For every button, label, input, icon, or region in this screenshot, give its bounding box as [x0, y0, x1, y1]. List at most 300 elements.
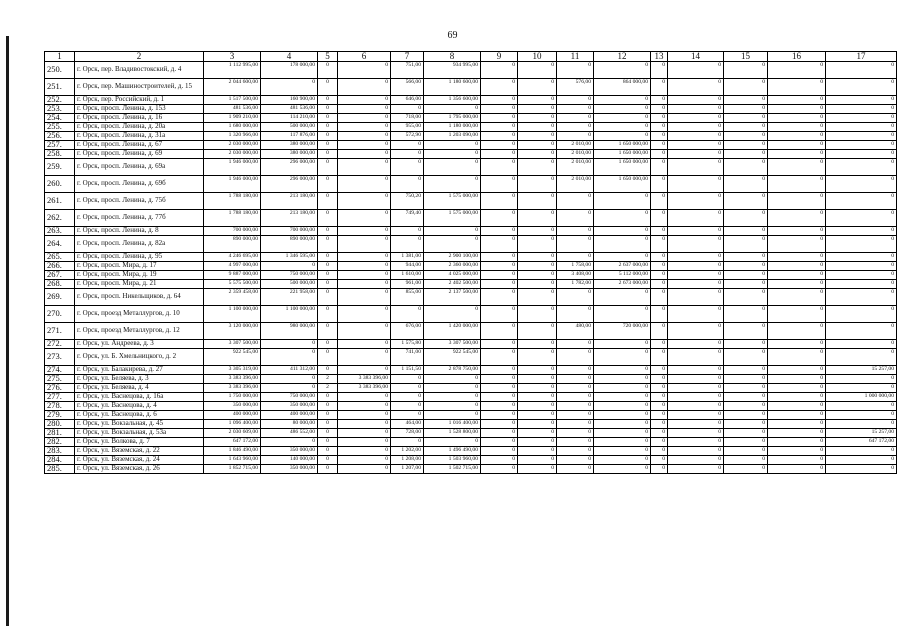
value-cell: 0 — [481, 280, 518, 289]
value-cell: 0 — [318, 289, 338, 306]
value-cell: 0 — [338, 349, 391, 366]
value-cell: 922 545,00 — [204, 349, 261, 366]
value-cell: 0 — [318, 306, 338, 323]
value-cell: 140 000,00 — [261, 456, 318, 465]
value-cell: 0 — [651, 280, 668, 289]
value-cell: 700 000,00 — [204, 227, 261, 236]
table-row — [45, 306, 897, 323]
value-cell: 0 — [338, 141, 391, 150]
value-cell: 2 010,00 — [557, 150, 594, 159]
value-cell: 0 — [826, 323, 897, 340]
value-cell: 0 — [318, 465, 338, 474]
value-cell: 4 025 000,00 — [424, 271, 481, 280]
value-cell: 0 — [768, 253, 826, 262]
value-cell: 0 — [338, 456, 391, 465]
value-cell: 1 180 000,00 — [424, 123, 481, 132]
value-cell: 0 — [318, 62, 338, 79]
value-cell: 296 000,00 — [261, 159, 318, 176]
value-cell: 0 — [668, 105, 724, 114]
value-cell: 0 — [338, 411, 391, 420]
value-cell: 0 — [826, 79, 897, 96]
value-cell: 2 030 000,00 — [204, 150, 261, 159]
value-cell: 0 — [651, 323, 668, 340]
column-number: 12 — [594, 52, 651, 62]
value-cell: 728,00 — [391, 429, 424, 438]
value-cell: 0 — [518, 62, 557, 79]
value-cell: 0 — [391, 411, 424, 420]
value-cell: 0 — [424, 236, 481, 253]
value-cell: 0 — [651, 447, 668, 456]
column-number: 7 — [391, 52, 424, 62]
value-cell: 0 — [338, 289, 391, 306]
value-cell: 0 — [668, 402, 724, 411]
value-cell: 0 — [318, 429, 338, 438]
value-cell: 0 — [668, 210, 724, 227]
value-cell: 741,00 — [391, 349, 424, 366]
value-cell: 0 — [338, 236, 391, 253]
value-cell: 0 — [668, 429, 724, 438]
value-cell: 0 — [261, 375, 318, 384]
value-cell: 0 — [768, 447, 826, 456]
table-row — [45, 420, 897, 429]
address-cell: г. Орск, просп. Ленина, д. 95 — [75, 253, 204, 262]
value-cell: 0 — [318, 141, 338, 150]
value-cell: 0 — [826, 384, 897, 393]
table-row — [45, 210, 897, 227]
address-cell: г. Орск, просп. Ленина, д. 69 — [75, 150, 204, 159]
value-cell: 0 — [481, 176, 518, 193]
value-cell: 0 — [518, 393, 557, 402]
row-number: 269. — [45, 289, 75, 306]
value-cell: 2 010,00 — [557, 176, 594, 193]
value-cell: 0 — [481, 79, 518, 96]
value-cell: 0 — [424, 411, 481, 420]
address-cell: г. Орск, просп. Ленина, д. 20а — [75, 123, 204, 132]
value-cell: 1 502 715,00 — [424, 465, 481, 474]
value-cell: 0 — [338, 227, 391, 236]
value-cell: 0 — [651, 62, 668, 79]
address-cell: г. Орск, ул. Вяземская, д. 24 — [75, 456, 204, 465]
value-cell: 0 — [826, 159, 897, 176]
row-number: 271. — [45, 323, 75, 340]
value-cell: 0 — [724, 253, 768, 262]
value-cell: 1 528 800,00 — [424, 429, 481, 438]
table-row — [45, 141, 897, 150]
value-cell: 0 — [724, 227, 768, 236]
value-cell: 0 — [724, 289, 768, 306]
value-cell: 3 383 396,00 — [338, 384, 391, 393]
value-cell: 0 — [668, 176, 724, 193]
value-cell: 0 — [391, 438, 424, 447]
value-cell: 0 — [481, 429, 518, 438]
value-cell: 480,00 — [557, 323, 594, 340]
value-cell: 400 000,00 — [261, 411, 318, 420]
value-cell: 0 — [668, 253, 724, 262]
column-number: 14 — [668, 52, 724, 62]
value-cell: 0 — [518, 411, 557, 420]
value-cell: 855,00 — [391, 289, 424, 306]
address-cell: г. Орск, ул. Васнецова, д. 16а — [75, 393, 204, 402]
row-number: 258. — [45, 150, 75, 159]
table-row — [45, 114, 897, 123]
value-cell: 411 312,00 — [261, 366, 318, 375]
value-cell: 0 — [518, 176, 557, 193]
value-cell: 0 — [768, 262, 826, 271]
value-cell: 0 — [557, 123, 594, 132]
value-cell: 1 846 490,00 — [204, 447, 261, 456]
value-cell: 0 — [768, 176, 826, 193]
value-cell: 0 — [557, 253, 594, 262]
value-cell: 0 — [768, 79, 826, 96]
column-number: 1 — [45, 52, 75, 62]
value-cell: 0 — [557, 236, 594, 253]
value-cell: 0 — [518, 96, 557, 105]
value-cell: 0 — [338, 402, 391, 411]
value-cell: 0 — [391, 236, 424, 253]
address-cell: г. Орск, ул. Вяземская, д. 26 — [75, 465, 204, 474]
value-cell: 1 496 490,00 — [424, 447, 481, 456]
value-cell: 0 — [594, 393, 651, 402]
value-cell: 0 — [557, 447, 594, 456]
column-number: 4 — [261, 52, 318, 62]
value-cell: 0 — [651, 289, 668, 306]
value-cell: 0 — [481, 159, 518, 176]
value-cell: 0 — [826, 375, 897, 384]
value-cell: 0 — [338, 150, 391, 159]
value-cell: 0 — [826, 402, 897, 411]
value-cell: 0 — [651, 159, 668, 176]
value-cell: 0 — [338, 280, 391, 289]
value-cell: 750,20 — [391, 193, 424, 210]
value-cell: 0 — [768, 384, 826, 393]
value-cell: 0 — [668, 123, 724, 132]
value-cell: 0 — [424, 159, 481, 176]
value-cell: 0 — [668, 141, 724, 150]
value-cell: 0 — [557, 429, 594, 438]
value-cell: 2 010,00 — [557, 141, 594, 150]
value-cell: 0 — [724, 141, 768, 150]
value-cell: 0 — [481, 271, 518, 280]
value-cell: 0 — [768, 114, 826, 123]
value-cell: 0 — [481, 62, 518, 79]
value-cell: 0 — [318, 105, 338, 114]
value-cell: 0 — [338, 438, 391, 447]
value-cell: 0 — [826, 340, 897, 349]
value-cell: 1 680 000,00 — [204, 123, 261, 132]
value-cell: 0 — [557, 393, 594, 402]
value-cell: 0 — [557, 306, 594, 323]
value-cell: 0 — [826, 465, 897, 474]
value-cell: 3 383 396,00 — [204, 375, 261, 384]
value-cell: 0 — [826, 271, 897, 280]
address-cell: г. Орск, ул. Васнецова, д. 4 — [75, 402, 204, 411]
value-cell: 0 — [391, 375, 424, 384]
value-cell: 961,00 — [391, 280, 424, 289]
value-cell: 646,00 — [391, 96, 424, 105]
value-cell: 0 — [318, 420, 338, 429]
value-cell: 400 000,00 — [204, 411, 261, 420]
value-cell: 0 — [826, 150, 897, 159]
value-cell: 0 — [518, 262, 557, 271]
value-cell: 0 — [594, 253, 651, 262]
value-cell: 0 — [594, 384, 651, 393]
value-cell: 1 788 180,00 — [204, 193, 261, 210]
value-cell: 0 — [518, 105, 557, 114]
value-cell: 0 — [318, 132, 338, 141]
column-number-row — [45, 52, 897, 62]
value-cell: 0 — [594, 132, 651, 141]
row-number: 278. — [45, 402, 75, 411]
value-cell: 0 — [826, 262, 897, 271]
value-cell: 0 — [557, 340, 594, 349]
column-number: 10 — [518, 52, 557, 62]
address-cell: г. Орск, просп. Ленина, д. 67 — [75, 141, 204, 150]
value-cell: 0 — [724, 384, 768, 393]
value-cell: 5 112 000,00 — [594, 271, 651, 280]
value-cell: 0 — [651, 375, 668, 384]
address-cell: г. Орск, ул. Вяземская, д. 22 — [75, 447, 204, 456]
table-row — [45, 236, 897, 253]
value-cell: 0 — [481, 306, 518, 323]
value-cell: 3 305 319,00 — [204, 366, 261, 375]
value-cell: 566,00 — [391, 79, 424, 96]
value-cell: 0 — [481, 349, 518, 366]
value-cell: 0 — [261, 384, 318, 393]
value-cell: 0 — [338, 159, 391, 176]
value-cell: 0 — [518, 340, 557, 349]
value-cell: 2 402 500,00 — [424, 280, 481, 289]
value-cell: 750 000,00 — [261, 271, 318, 280]
row-number: 264. — [45, 236, 75, 253]
value-cell: 0 — [481, 132, 518, 141]
value-cell: 0 — [557, 114, 594, 123]
row-number: 266. — [45, 262, 75, 271]
value-cell: 0 — [338, 62, 391, 79]
value-cell: 486 552,00 — [261, 429, 318, 438]
row-number: 282. — [45, 438, 75, 447]
value-cell: 0 — [391, 141, 424, 150]
address-cell: г. Орск, просп. Ленина, д. 77б — [75, 210, 204, 227]
value-cell: 0 — [518, 323, 557, 340]
value-cell: 0 — [338, 447, 391, 456]
value-cell: 1 100 000,00 — [261, 306, 318, 323]
value-cell: 3 383 396,00 — [338, 375, 391, 384]
value-cell: 213 180,00 — [261, 210, 318, 227]
value-cell: 0 — [768, 349, 826, 366]
value-cell: 0 — [391, 227, 424, 236]
value-cell: 0 — [481, 227, 518, 236]
table-row — [45, 123, 897, 132]
value-cell: 2 673 000,00 — [594, 280, 651, 289]
row-number: 256. — [45, 132, 75, 141]
value-cell: 0 — [518, 271, 557, 280]
value-cell: 980 000,00 — [261, 323, 318, 340]
value-cell: 0 — [724, 323, 768, 340]
value-cell: 1 356 600,00 — [424, 96, 481, 105]
value-cell: 0 — [338, 193, 391, 210]
value-cell: 750 000,00 — [261, 393, 318, 402]
value-cell: 0 — [424, 141, 481, 150]
value-cell: 0 — [318, 447, 338, 456]
value-cell: 0 — [826, 96, 897, 105]
value-cell: 0 — [261, 340, 318, 349]
value-cell: 80 000,00 — [261, 420, 318, 429]
value-cell: 0 — [481, 465, 518, 474]
value-cell: 0 — [481, 411, 518, 420]
value-cell: 350 000,00 — [204, 402, 261, 411]
value-cell: 1 650 000,00 — [594, 176, 651, 193]
table-row — [45, 384, 897, 393]
value-cell: 0 — [768, 323, 826, 340]
value-cell: 0 — [481, 141, 518, 150]
value-cell: 0 — [594, 429, 651, 438]
row-number: 260. — [45, 176, 75, 193]
address-cell: г. Орск, ул. Беляева, д. 4 — [75, 384, 204, 393]
value-cell: 0 — [651, 262, 668, 271]
page-number: 69 — [447, 30, 458, 41]
value-cell: 0 — [481, 323, 518, 340]
value-cell: 0 — [724, 193, 768, 210]
table-row — [45, 366, 897, 375]
value-cell: 4 246 695,00 — [204, 253, 261, 262]
value-cell: 1 517 500,00 — [204, 96, 261, 105]
value-cell: 1 320 966,00 — [204, 132, 261, 141]
value-cell: 0 — [481, 210, 518, 227]
value-cell: 1 575 000,00 — [424, 210, 481, 227]
value-cell: 1 420 000,00 — [424, 323, 481, 340]
value-cell: 2 878 750,00 — [424, 366, 481, 375]
value-cell: 0 — [481, 456, 518, 465]
value-cell: 1 909 210,00 — [204, 114, 261, 123]
value-cell: 0 — [668, 271, 724, 280]
value-cell: 9 887 000,00 — [204, 271, 261, 280]
value-cell: 1 208,00 — [391, 456, 424, 465]
address-cell: г. Орск, просп. Ленина, д. 75б — [75, 193, 204, 210]
value-cell: 0 — [724, 262, 768, 271]
value-cell: 0 — [557, 456, 594, 465]
value-cell: 0 — [557, 210, 594, 227]
table-row — [45, 375, 897, 384]
value-cell: 2 137 500,00 — [424, 289, 481, 306]
column-number: 5 — [318, 52, 338, 62]
value-cell: 0 — [826, 236, 897, 253]
value-cell: 720 000,00 — [594, 323, 651, 340]
table-row — [45, 429, 897, 438]
value-cell: 922 545,00 — [424, 349, 481, 366]
value-cell: 0 — [724, 456, 768, 465]
value-cell: 0 — [594, 114, 651, 123]
value-cell: 0 — [518, 420, 557, 429]
value-cell: 0 — [826, 420, 897, 429]
value-cell: 0 — [651, 438, 668, 447]
value-cell: 0 — [518, 79, 557, 96]
value-cell: 0 — [338, 262, 391, 271]
value-cell: 0 — [724, 210, 768, 227]
address-cell: г. Орск, ул. Волкова, д. 7 — [75, 438, 204, 447]
value-cell: 0 — [724, 114, 768, 123]
value-cell: 0 — [651, 193, 668, 210]
value-cell: 1 946 000,00 — [204, 159, 261, 176]
value-cell: 0 — [518, 193, 557, 210]
registry-table — [44, 51, 897, 474]
value-cell: 0 — [594, 456, 651, 465]
value-cell: 0 — [338, 176, 391, 193]
table-row — [45, 253, 897, 262]
table-row — [45, 96, 897, 105]
value-cell: 0 — [668, 306, 724, 323]
value-cell: 0 — [651, 384, 668, 393]
table-row — [45, 193, 897, 210]
value-cell: 0 — [518, 402, 557, 411]
value-cell: 0 — [668, 289, 724, 306]
address-cell: г. Орск, ул. Андреева, д. 3 — [75, 340, 204, 349]
value-cell: 0 — [594, 349, 651, 366]
value-cell: 0 — [338, 340, 391, 349]
address-cell: г. Орск, ул. Б. Хмельницкого, д. 2 — [75, 349, 204, 366]
value-cell: 1 000 000,00 — [826, 393, 897, 402]
value-cell: 0 — [391, 402, 424, 411]
value-cell: 0 — [768, 340, 826, 349]
value-cell: 0 — [651, 306, 668, 323]
value-cell: 15 257,00 — [826, 429, 897, 438]
value-cell: 0 — [768, 306, 826, 323]
value-cell: 0 — [518, 429, 557, 438]
value-cell: 0 — [768, 420, 826, 429]
value-cell: 0 — [481, 262, 518, 271]
address-cell: г. Орск, ул. Вокзальная, д. 53а — [75, 429, 204, 438]
row-number: 279. — [45, 411, 75, 420]
value-cell: 0 — [724, 96, 768, 105]
column-number: 15 — [724, 52, 768, 62]
value-cell: 0 — [481, 114, 518, 123]
value-cell: 1 203 090,00 — [424, 132, 481, 141]
value-cell: 0 — [594, 447, 651, 456]
value-cell: 2 030 609,00 — [204, 429, 261, 438]
value-cell: 1 207,00 — [391, 465, 424, 474]
value-cell: 0 — [724, 271, 768, 280]
value-cell: 0 — [424, 384, 481, 393]
value-cell: 0 — [391, 159, 424, 176]
value-cell: 0 — [668, 411, 724, 420]
value-cell: 0 — [338, 465, 391, 474]
value-cell: 1 650 000,00 — [594, 150, 651, 159]
value-cell: 380 000,00 — [261, 141, 318, 150]
value-cell: 0 — [338, 420, 391, 429]
value-cell: 3 383 396,00 — [204, 384, 261, 393]
row-number: 280. — [45, 420, 75, 429]
address-cell: г. Орск, просп. Ленина, д. 16 — [75, 114, 204, 123]
value-cell: 0 — [338, 79, 391, 96]
value-cell: 0 — [651, 176, 668, 193]
value-cell: 0 — [826, 193, 897, 210]
value-cell: 0 — [594, 420, 651, 429]
value-cell: 380 000,00 — [261, 150, 318, 159]
column-number: 2 — [75, 52, 204, 62]
value-cell: 0 — [724, 62, 768, 79]
value-cell: 0 — [594, 465, 651, 474]
value-cell: 0 — [826, 289, 897, 306]
value-cell: 0 — [826, 280, 897, 289]
value-cell: 0 — [261, 79, 318, 96]
value-cell: 0 — [651, 227, 668, 236]
value-cell: 0 — [557, 105, 594, 114]
address-cell: г. Орск, просп. Мира, д. 17 — [75, 262, 204, 271]
value-cell: 0 — [518, 384, 557, 393]
value-cell: 0 — [518, 114, 557, 123]
value-cell: 2 359 458,00 — [204, 289, 261, 306]
value-cell: 0 — [668, 132, 724, 141]
value-cell: 0 — [826, 456, 897, 465]
